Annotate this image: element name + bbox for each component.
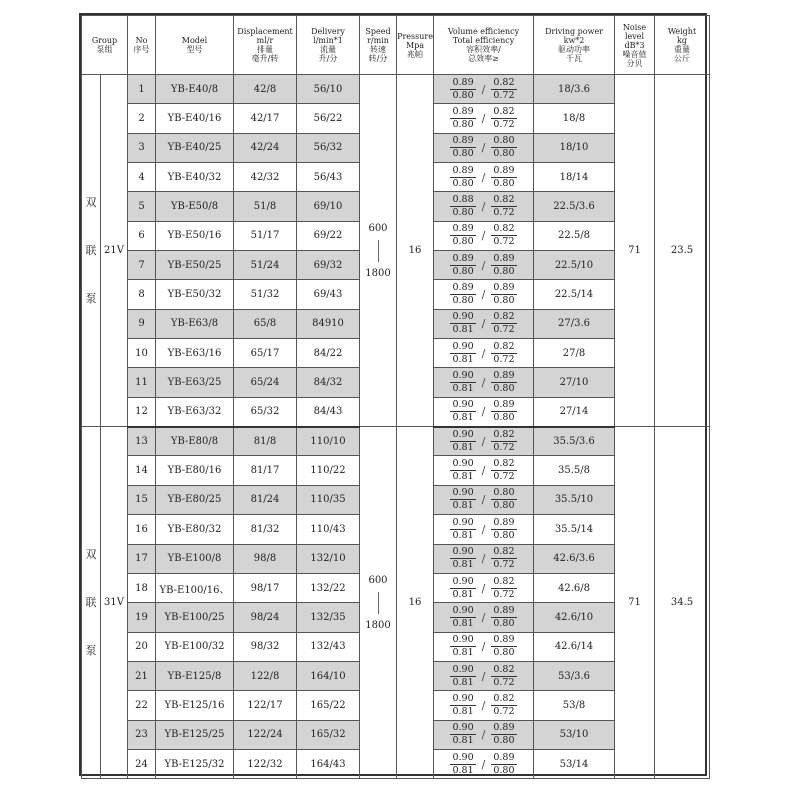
cell-delivery: 56/32: [297, 133, 360, 162]
slash-divider: /: [481, 728, 486, 742]
group-pressure: 16: [397, 75, 434, 427]
cell-displacement: 65/8: [234, 309, 297, 338]
cell-delivery: 165/22: [297, 691, 360, 720]
cell-efficiency: [434, 661, 534, 690]
cell-displacement: 122/8: [234, 661, 297, 690]
cell-no: 6: [128, 221, 156, 250]
efficiency-fraction-1: $\frac{0.89}{0.80}$: [452, 282, 474, 307]
cell-no: 8: [128, 280, 156, 309]
efficiency-fraction-2: $\frac{0.82}{0.72}$: [493, 546, 515, 571]
efficiency-fraction-1: $\frac{0.90}{0.81}$: [452, 311, 474, 336]
efficiency-fraction-2: $\frac{0.82}{0.72}$: [493, 76, 515, 101]
slash-divider: /: [481, 346, 486, 360]
slash-divider: /: [481, 288, 486, 302]
cell-delivery: 84910: [297, 309, 360, 338]
cell-delivery: 132/10: [297, 544, 360, 573]
header-group: Group 泵组: [82, 16, 128, 75]
cell-displacement: 81/17: [234, 456, 297, 485]
cell-model: YB-E50/32: [156, 280, 234, 309]
slash-divider: /: [481, 435, 486, 449]
efficiency-fraction-1: $\frac{0.90}{0.81}$: [452, 487, 474, 512]
cell-efficiency: [434, 251, 534, 280]
slash-divider: /: [481, 522, 486, 536]
cell-model: YB-E40/8: [156, 75, 234, 104]
cell-power: 35.5/8: [534, 456, 615, 485]
slash-divider: /: [481, 170, 486, 184]
cell-displacement: 98/8: [234, 544, 297, 573]
slash-divider: /: [481, 82, 486, 96]
cell-efficiency: [434, 192, 534, 221]
cell-displacement: 51/8: [234, 192, 297, 221]
cell-delivery: 132/22: [297, 573, 360, 602]
efficiency-fraction-1: $\frac{0.89}{0.80}$: [452, 76, 474, 101]
cell-delivery: 84/43: [297, 397, 360, 426]
header-noise: Noise level dB*3 噪音值 分贝: [615, 16, 655, 75]
slash-divider: /: [481, 229, 486, 243]
efficiency-fraction-2: $\frac{0.82}{0.72}$: [493, 663, 515, 688]
cell-delivery: 84/32: [297, 368, 360, 397]
cell-efficiency: [434, 691, 534, 720]
cell-model: YB-E63/25: [156, 368, 234, 397]
cell-no: 3: [128, 133, 156, 162]
cell-power: 18/14: [534, 163, 615, 192]
header-speed: Speed r/min 转速 转/分: [360, 16, 397, 75]
cell-displacement: 42/8: [234, 75, 297, 104]
efficiency-fraction-1: $\frac{0.90}{0.81}$: [452, 751, 474, 776]
cell-no: 7: [128, 251, 156, 280]
cell-power: 22.5/10: [534, 251, 615, 280]
table-body: [82, 75, 710, 779]
table-row: [82, 427, 710, 456]
cell-power: 22.5/3.6: [534, 192, 615, 221]
cell-delivery: 110/10: [297, 427, 360, 456]
speed-min: 600: [368, 222, 388, 234]
slash-divider: /: [481, 698, 486, 712]
cell-delivery: 110/22: [297, 456, 360, 485]
cell-power: 27/14: [534, 397, 615, 426]
cell-displacement: 81/8: [234, 427, 297, 456]
cell-displacement: 65/17: [234, 339, 297, 368]
header-displacement: Displacement ml/r 排量 毫升/转: [234, 16, 297, 75]
slash-divider: /: [481, 112, 486, 126]
efficiency-fraction-1: $\frac{0.90}{0.81}$: [452, 604, 474, 629]
cell-no: 14: [128, 456, 156, 485]
efficiency-fraction-2: $\frac{0.82}{0.72}$: [493, 106, 515, 131]
cell-power: 27/3.6: [534, 309, 615, 338]
cell-efficiency: [434, 368, 534, 397]
efficiency-fraction-1: $\frac{0.90}{0.81}$: [452, 663, 474, 688]
speed-range-bar: [378, 592, 379, 614]
cell-delivery: 165/32: [297, 720, 360, 749]
cell-delivery: 69/22: [297, 221, 360, 250]
cell-no: 16: [128, 515, 156, 544]
cell-no: 5: [128, 192, 156, 221]
slash-divider: /: [481, 757, 486, 771]
efficiency-fraction-1: $\frac{0.89}{0.80}$: [452, 223, 474, 248]
cell-delivery: 164/43: [297, 749, 360, 778]
cell-power: 18/3.6: [534, 75, 615, 104]
cell-power: 53/8: [534, 691, 615, 720]
cell-efficiency: [434, 221, 534, 250]
cell-efficiency: [434, 456, 534, 485]
cell-no: 2: [128, 104, 156, 133]
efficiency-fraction-1: $\frac{0.88}{0.80}$: [452, 194, 474, 219]
slash-divider: /: [481, 258, 486, 272]
cell-power: 18/8: [534, 104, 615, 133]
cell-displacement: 81/24: [234, 485, 297, 514]
cell-power: 53/10: [534, 720, 615, 749]
cell-delivery: 164/10: [297, 661, 360, 690]
cell-no: 13: [128, 427, 156, 456]
cell-displacement: 42/17: [234, 104, 297, 133]
group-speed: [360, 427, 397, 779]
group-speed: [360, 75, 397, 427]
efficiency-fraction-1: $\frac{0.89}{0.80}$: [452, 164, 474, 189]
cell-delivery: 69/32: [297, 251, 360, 280]
cell-model: YB-E40/16: [156, 104, 234, 133]
cell-efficiency: [434, 309, 534, 338]
efficiency-fraction-2: $\frac{0.89}{0.80}$: [493, 370, 515, 395]
header-pressure: Pressure Mpa 兆帕: [397, 16, 434, 75]
cell-delivery: 56/22: [297, 104, 360, 133]
cell-displacement: 98/24: [234, 603, 297, 632]
cell-displacement: 98/17: [234, 573, 297, 602]
header-model: Model 型号: [156, 16, 234, 75]
efficiency-fraction-2: $\frac{0.82}{0.72}$: [493, 692, 515, 717]
cell-model: YB-E63/32: [156, 397, 234, 426]
efficiency-fraction-2: $\frac{0.89}{0.80}$: [493, 722, 515, 747]
cell-displacement: 51/24: [234, 251, 297, 280]
cell-model: YB-E80/25: [156, 485, 234, 514]
efficiency-fraction-2: $\frac{0.82}{0.72}$: [493, 194, 515, 219]
header-weight: Weight kg 重量 公斤: [655, 16, 710, 75]
efficiency-fraction-1: $\frac{0.90}{0.81}$: [452, 634, 474, 659]
header-no: No 序号: [128, 16, 156, 75]
efficiency-fraction-1: $\frac{0.89}{0.80}$: [452, 106, 474, 131]
cell-model: YB-E50/16: [156, 221, 234, 250]
cell-no: 1: [128, 75, 156, 104]
group-pressure: 16: [397, 427, 434, 779]
cell-model: YB-E125/32: [156, 749, 234, 778]
cell-no: 17: [128, 544, 156, 573]
cell-no: 20: [128, 632, 156, 661]
header-row: [82, 16, 710, 75]
slash-divider: /: [481, 669, 486, 683]
cell-displacement: 122/17: [234, 691, 297, 720]
speed-range-bar: [378, 240, 379, 262]
cell-model: YB-E100/8: [156, 544, 234, 573]
slash-divider: /: [481, 405, 486, 419]
cell-no: 10: [128, 339, 156, 368]
group-noise: 71: [615, 427, 655, 779]
slash-divider: /: [481, 376, 486, 390]
efficiency-fraction-1: $\frac{0.90}{0.81}$: [452, 546, 474, 571]
cell-displacement: 122/32: [234, 749, 297, 778]
cell-power: 35.5/10: [534, 485, 615, 514]
cell-efficiency: [434, 515, 534, 544]
cell-power: 35.5/3.6: [534, 427, 615, 456]
cell-model: YB-E63/16: [156, 339, 234, 368]
cell-efficiency: [434, 163, 534, 192]
cell-no: 23: [128, 720, 156, 749]
cell-delivery: 84/22: [297, 339, 360, 368]
spec-sheet: [79, 13, 707, 776]
cell-efficiency: [434, 280, 534, 309]
cell-displacement: 122/24: [234, 720, 297, 749]
efficiency-fraction-1: $\frac{0.90}{0.81}$: [452, 516, 474, 541]
cell-delivery: 110/43: [297, 515, 360, 544]
cell-efficiency: [434, 544, 534, 573]
efficiency-fraction-1: $\frac{0.89}{0.80}$: [452, 252, 474, 277]
cell-efficiency: [434, 427, 534, 456]
cell-model: YB-E80/32: [156, 515, 234, 544]
efficiency-fraction-1: $\frac{0.90}{0.81}$: [452, 722, 474, 747]
header-power: Driving power kw*2 驱动功率 千瓦: [534, 16, 615, 75]
cell-no: 12: [128, 397, 156, 426]
cell-model: YB-E125/8: [156, 661, 234, 690]
efficiency-fraction-2: $\frac{0.89}{0.80}$: [493, 634, 515, 659]
group-weight: 23.5: [655, 75, 710, 427]
efficiency-fraction-2: $\frac{0.82}{0.72}$: [493, 575, 515, 600]
efficiency-fraction-1: $\frac{0.90}{0.81}$: [452, 692, 474, 717]
efficiency-fraction-2: $\frac{0.89}{0.80}$: [493, 164, 515, 189]
cell-efficiency: [434, 339, 534, 368]
efficiency-fraction-2: $\frac{0.80}{0.80}$: [493, 135, 515, 160]
cell-model: YB-E100/32: [156, 632, 234, 661]
cell-model: YB-E40/32: [156, 163, 234, 192]
cell-no: 18: [128, 573, 156, 602]
cell-delivery: 132/35: [297, 603, 360, 632]
cell-power: 53/14: [534, 749, 615, 778]
speed-max: 1800: [365, 267, 391, 279]
cell-delivery: 56/43: [297, 163, 360, 192]
speed-min: 600: [368, 574, 388, 586]
pump-spec-table: [81, 15, 710, 779]
cell-model: YB-E40/25: [156, 133, 234, 162]
efficiency-fraction-2: $\frac{0.89}{0.80}$: [493, 516, 515, 541]
efficiency-fraction-1: $\frac{0.89}{0.80}$: [452, 135, 474, 160]
group-label: 双 联 泵: [82, 427, 101, 779]
cell-delivery: 56/10: [297, 75, 360, 104]
cell-displacement: 65/32: [234, 397, 297, 426]
cell-efficiency: [434, 75, 534, 104]
cell-model: YB-E50/25: [156, 251, 234, 280]
cell-no: 11: [128, 368, 156, 397]
cell-no: 15: [128, 485, 156, 514]
slash-divider: /: [481, 200, 486, 214]
efficiency-fraction-2: $\frac{0.89}{0.80}$: [493, 604, 515, 629]
cell-displacement: 81/32: [234, 515, 297, 544]
cell-power: 18/10: [534, 133, 615, 162]
efficiency-fraction-1: $\frac{0.90}{0.81}$: [452, 340, 474, 365]
cell-model: YB-E63/8: [156, 309, 234, 338]
cell-no: 19: [128, 603, 156, 632]
group-noise: 71: [615, 75, 655, 427]
cell-power: 53/3.6: [534, 661, 615, 690]
slash-divider: /: [481, 640, 486, 654]
cell-no: 22: [128, 691, 156, 720]
cell-model: YB-E125/25: [156, 720, 234, 749]
cell-power: 22.5/8: [534, 221, 615, 250]
efficiency-fraction-2: $\frac{0.82}{0.72}$: [493, 429, 515, 454]
efficiency-fraction-1: $\frac{0.90}{0.81}$: [452, 399, 474, 424]
cell-power: 27/10: [534, 368, 615, 397]
cell-power: 27/8: [534, 339, 615, 368]
efficiency-fraction-2: $\frac{0.89}{0.80}$: [493, 252, 515, 277]
cell-efficiency: [434, 749, 534, 778]
cell-displacement: 51/17: [234, 221, 297, 250]
slash-divider: /: [481, 581, 486, 595]
cell-model: YB-E100/25: [156, 603, 234, 632]
header-delivery: Delivery l/min*1 流量 升/分: [297, 16, 360, 75]
cell-efficiency: [434, 603, 534, 632]
efficiency-fraction-1: $\frac{0.90}{0.81}$: [452, 429, 474, 454]
efficiency-fraction-1: $\frac{0.90}{0.81}$: [452, 575, 474, 600]
cell-model: YB-E50/8: [156, 192, 234, 221]
cell-efficiency: [434, 104, 534, 133]
cell-no: 24: [128, 749, 156, 778]
slash-divider: /: [481, 552, 486, 566]
cell-delivery: 69/43: [297, 280, 360, 309]
cell-power: 42.6/8: [534, 573, 615, 602]
group-voltage: 21V: [101, 75, 128, 427]
cell-displacement: 51/32: [234, 280, 297, 309]
efficiency-fraction-2: $\frac{0.82}{0.72}$: [493, 458, 515, 483]
efficiency-fraction-2: $\frac{0.82}{0.72}$: [493, 340, 515, 365]
efficiency-fraction-2: $\frac{0.80}{0.80}$: [493, 487, 515, 512]
cell-delivery: 132/43: [297, 632, 360, 661]
cell-displacement: 65/24: [234, 368, 297, 397]
cell-efficiency: [434, 133, 534, 162]
efficiency-fraction-1: $\frac{0.90}{0.81}$: [452, 458, 474, 483]
slash-divider: /: [481, 141, 486, 155]
efficiency-fraction-2: $\frac{0.89}{0.80}$: [493, 751, 515, 776]
cell-efficiency: [434, 573, 534, 602]
cell-efficiency: [434, 485, 534, 514]
cell-efficiency: [434, 720, 534, 749]
cell-efficiency: [434, 397, 534, 426]
group-voltage: 31V: [101, 427, 128, 779]
slash-divider: /: [481, 464, 486, 478]
cell-model: YB-E125/16: [156, 691, 234, 720]
cell-no: 21: [128, 661, 156, 690]
efficiency-fraction-2: $\frac{0.89}{0.80}$: [493, 399, 515, 424]
cell-efficiency: [434, 632, 534, 661]
group-label: 双 联 泵: [82, 75, 101, 427]
table-row: [82, 75, 710, 104]
cell-model: YB-E100/16、: [156, 573, 234, 602]
cell-power: 22.5/14: [534, 280, 615, 309]
efficiency-fraction-1: $\frac{0.90}{0.81}$: [452, 370, 474, 395]
cell-power: 35.5/14: [534, 515, 615, 544]
header-efficiency: Volume efficiency Total efficiency 容积效率/ 总效率≥: [434, 16, 534, 75]
cell-power: 42.6/3.6: [534, 544, 615, 573]
cell-delivery: 69/10: [297, 192, 360, 221]
cell-no: 9: [128, 309, 156, 338]
slash-divider: /: [481, 493, 486, 507]
slash-divider: /: [481, 317, 486, 331]
cell-power: 42.6/14: [534, 632, 615, 661]
cell-model: YB-E80/16: [156, 456, 234, 485]
cell-displacement: 98/32: [234, 632, 297, 661]
group-weight: 34.5: [655, 427, 710, 779]
efficiency-fraction-2: $\frac{0.82}{0.72}$: [493, 223, 515, 248]
efficiency-fraction-2: $\frac{0.89}{0.80}$: [493, 282, 515, 307]
cell-displacement: 42/32: [234, 163, 297, 192]
cell-power: 42.6/10: [534, 603, 615, 632]
cell-model: YB-E80/8: [156, 427, 234, 456]
slash-divider: /: [481, 610, 486, 624]
cell-no: 4: [128, 163, 156, 192]
efficiency-fraction-2: $\frac{0.82}{0.72}$: [493, 311, 515, 336]
cell-delivery: 110/35: [297, 485, 360, 514]
cell-displacement: 42/24: [234, 133, 297, 162]
speed-max: 1800: [365, 619, 391, 631]
